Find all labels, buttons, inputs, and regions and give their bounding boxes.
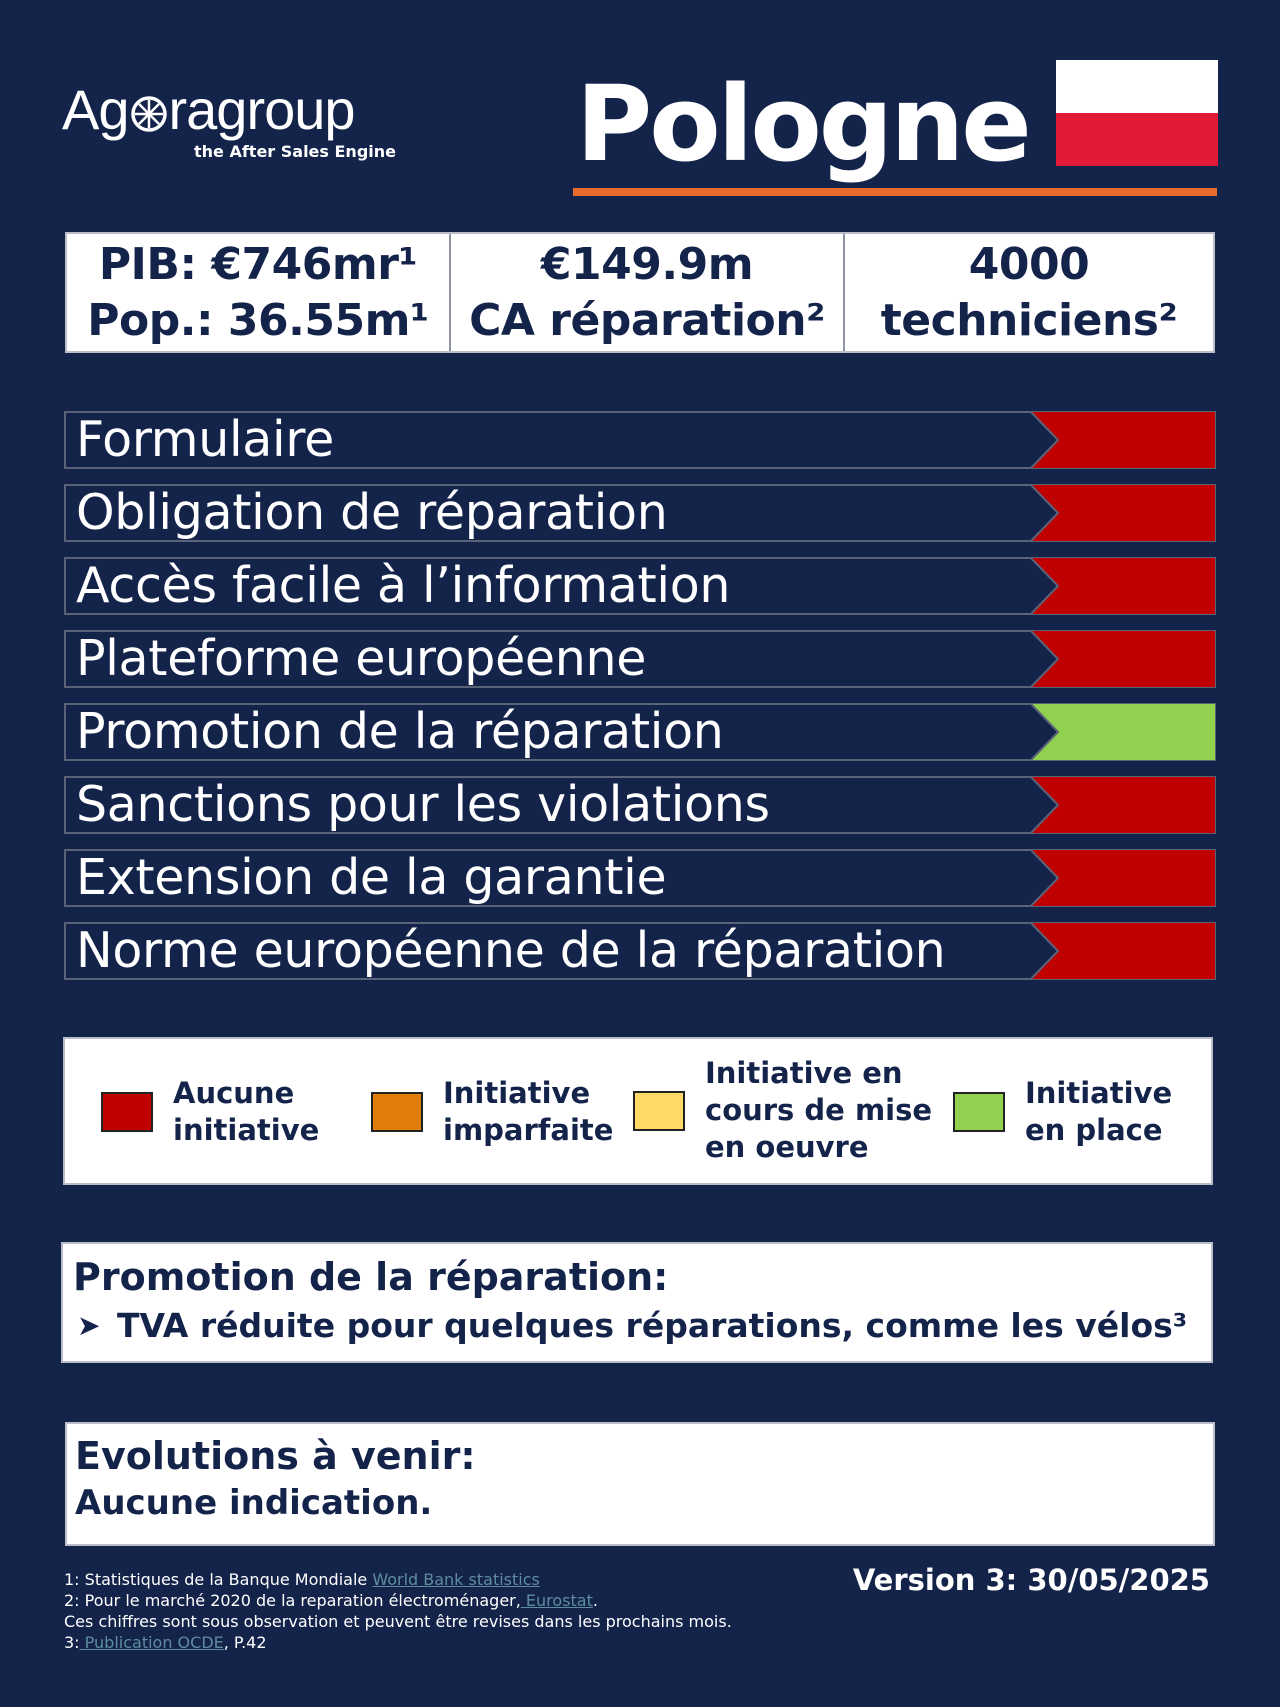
stat-technicians-label: techniciens² bbox=[880, 294, 1178, 346]
legend-item bbox=[101, 1075, 319, 1149]
stat-population: Pop.: 36.55m¹ bbox=[87, 294, 429, 346]
footnote-2-note: Ces chiffres sont sous observation et peuvent être revises dans les prochains mois. bbox=[64, 1612, 732, 1631]
legend-item bbox=[953, 1075, 1172, 1149]
criterion-status-indicator bbox=[1030, 849, 1216, 907]
evolutions-text: Aucune indication. bbox=[75, 1483, 433, 1523]
legend-label-line: imparfaite bbox=[443, 1113, 614, 1147]
stat-repair-revenue-value: €149.9m bbox=[540, 238, 754, 290]
criterion-label: Plateforme européenne bbox=[76, 630, 647, 687]
logo-tagline: the After Sales Engine bbox=[193, 142, 396, 161]
footnote-text: 2: Pour le marché 2020 de la reparation électroménager, bbox=[64, 1591, 521, 1610]
legend-swatch-in-progress bbox=[633, 1091, 685, 1131]
agoragroup-logo bbox=[62, 80, 402, 161]
criterion-label: Formulaire bbox=[76, 411, 334, 468]
promotion-item-text: TVA réduite pour quelques réparations, comme les vélos³ bbox=[117, 1306, 1188, 1345]
legend-swatch-in-place bbox=[953, 1092, 1005, 1132]
legend-item bbox=[371, 1075, 613, 1149]
footnote-text: . bbox=[592, 1591, 598, 1610]
criterion-row bbox=[64, 922, 1216, 980]
stat-pib: PIB: €746mr¹ bbox=[98, 238, 418, 290]
stat-technicians-value: 4000 bbox=[968, 238, 1090, 290]
legend-label bbox=[443, 1075, 613, 1149]
criterion-status-indicator bbox=[1030, 630, 1216, 688]
criterion-row bbox=[64, 630, 1216, 688]
criterion-status-indicator bbox=[1030, 922, 1216, 980]
legend-label bbox=[705, 1055, 932, 1166]
legend-label-line: Aucune bbox=[173, 1076, 295, 1110]
stats-table bbox=[65, 232, 1215, 353]
criterion-label: Promotion de la réparation bbox=[76, 703, 724, 760]
criterion-status-fill bbox=[1030, 411, 1216, 469]
legend-swatch-imperfect bbox=[371, 1092, 423, 1132]
world-bank-link[interactable]: World Bank statistics bbox=[372, 1570, 540, 1589]
criterion-status-indicator bbox=[1030, 484, 1216, 542]
header-divider bbox=[573, 188, 1217, 196]
poland-flag-icon bbox=[1056, 60, 1218, 166]
criteria-list bbox=[64, 411, 1216, 995]
criterion-status-fill bbox=[1030, 557, 1216, 615]
promotion-box bbox=[61, 1242, 1213, 1363]
criterion-status-fill bbox=[1030, 922, 1216, 980]
footnote-1 bbox=[64, 1569, 732, 1590]
status-legend bbox=[63, 1037, 1213, 1185]
footnote-text: 3: bbox=[64, 1633, 80, 1652]
criterion-status-indicator bbox=[1030, 776, 1216, 834]
criterion-status-indicator bbox=[1030, 411, 1216, 469]
criterion-label: Norme européenne de la réparation bbox=[76, 922, 946, 979]
footnote-text: 1: Statistiques de la Banque Mondiale bbox=[64, 1570, 373, 1589]
stat-economy bbox=[67, 234, 449, 351]
legend-label bbox=[1025, 1075, 1172, 1149]
logo-text-end: ragroup bbox=[168, 78, 355, 141]
legend-label bbox=[173, 1075, 319, 1149]
criterion-status-fill bbox=[1030, 703, 1216, 761]
criterion-row bbox=[64, 484, 1216, 542]
legend-item bbox=[633, 1055, 932, 1166]
arrow-bullet-icon: ➤ bbox=[77, 1309, 101, 1342]
footnote-2 bbox=[64, 1590, 732, 1611]
footnotes bbox=[64, 1569, 732, 1653]
eurostat-link[interactable]: Eurostat bbox=[520, 1591, 593, 1610]
legend-label-line: cours de mise bbox=[705, 1093, 933, 1127]
criterion-status-indicator bbox=[1030, 557, 1216, 615]
promotion-list-item bbox=[77, 1304, 1187, 1348]
stat-technicians bbox=[843, 234, 1213, 351]
criterion-status-indicator bbox=[1030, 703, 1216, 761]
footnote-3 bbox=[64, 1632, 732, 1653]
legend-label-line: Initiative bbox=[1025, 1076, 1173, 1110]
criterion-label: Sanctions pour les violations bbox=[76, 776, 770, 833]
criterion-row bbox=[64, 411, 1216, 469]
legend-swatch-none bbox=[101, 1092, 153, 1132]
oecd-publication-link[interactable]: Publication OCDE bbox=[79, 1633, 224, 1652]
evolutions-box bbox=[65, 1422, 1215, 1546]
criterion-status-fill bbox=[1030, 776, 1216, 834]
evolutions-title: Evolutions à venir: bbox=[75, 1434, 476, 1478]
criterion-label: Obligation de réparation bbox=[76, 484, 668, 541]
legend-label-line: initiative bbox=[173, 1113, 320, 1147]
criterion-status-fill bbox=[1030, 849, 1216, 907]
stat-repair-revenue bbox=[449, 234, 843, 351]
criterion-status-fill bbox=[1030, 630, 1216, 688]
footnote-text: , P.42 bbox=[223, 1633, 267, 1652]
version-label: Version 3: 30/05/2025 bbox=[852, 1563, 1210, 1597]
stat-repair-revenue-label: CA réparation² bbox=[469, 294, 825, 346]
flag-white-band bbox=[1056, 60, 1218, 113]
promotion-title: Promotion de la réparation: bbox=[73, 1255, 669, 1299]
flag-red-band bbox=[1056, 113, 1218, 166]
legend-label-line: Initiative bbox=[443, 1076, 591, 1110]
criterion-row bbox=[64, 557, 1216, 615]
criterion-row bbox=[64, 703, 1216, 761]
wheel-icon bbox=[129, 94, 169, 134]
legend-label-line: en oeuvre bbox=[705, 1130, 869, 1164]
logo-wordmark bbox=[62, 80, 402, 140]
criterion-label: Accès facile à l’information bbox=[76, 557, 731, 614]
criterion-row bbox=[64, 849, 1216, 907]
logo-text-start: Ag bbox=[62, 78, 129, 141]
legend-label-line: Initiative en bbox=[705, 1056, 903, 1090]
legend-label-line: en place bbox=[1025, 1113, 1163, 1147]
country-title: Pologne bbox=[576, 63, 1029, 185]
criterion-row bbox=[64, 776, 1216, 834]
criterion-label: Extension de la garantie bbox=[76, 849, 667, 906]
criterion-status-fill bbox=[1030, 484, 1216, 542]
